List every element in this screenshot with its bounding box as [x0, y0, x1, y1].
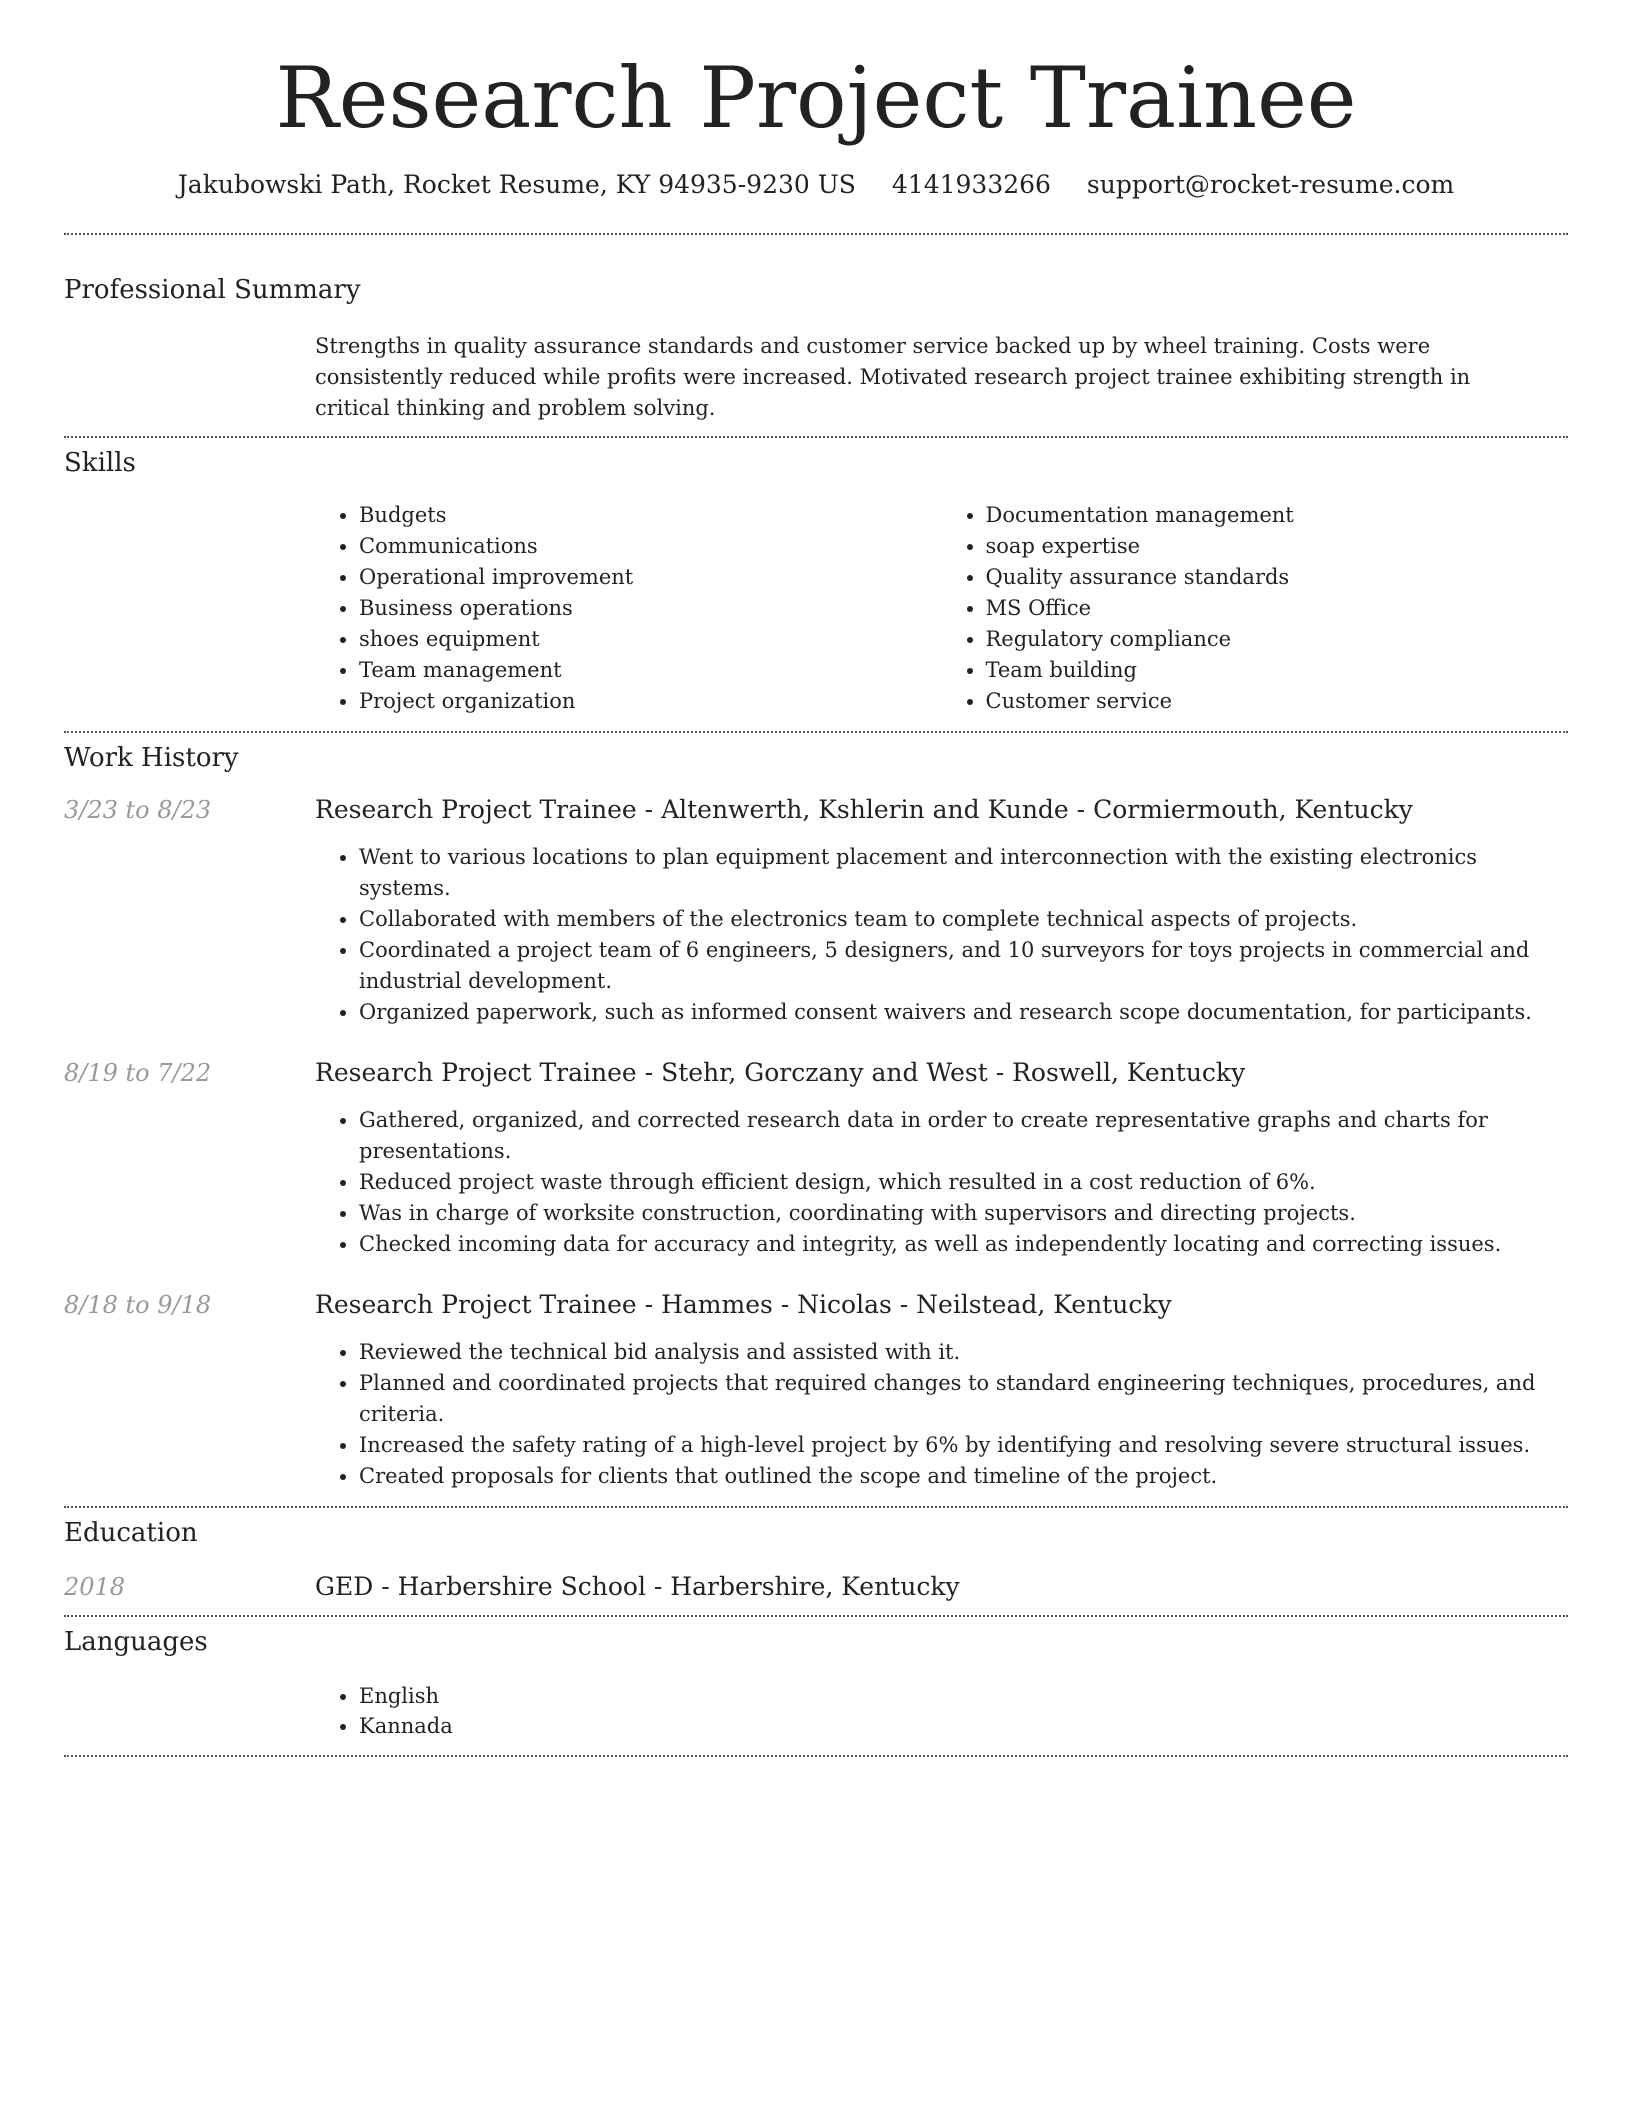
job-entry	[64, 1290, 1568, 1492]
languages-title: Languages	[64, 1627, 208, 1658]
skill-item: • Quality assurance standards	[986, 562, 1569, 593]
job-heading: Research Project Trainee - Stehr, Gorczany and West - Roswell, Kentucky	[315, 1058, 1246, 1088]
skills-list-left	[315, 500, 942, 717]
resume-name: Research Project Trainee	[275, 49, 1357, 147]
job-bullet: • Checked incoming data for accuracy and integrity, as well as independently locating and correcting issues.	[359, 1229, 1568, 1260]
summary-section	[64, 235, 1568, 424]
skills-section	[64, 438, 1568, 717]
contact-address: Jakubowski Path, Rocket Resume, KY 94935-9230 US	[177, 170, 856, 200]
skill-item: • Budgets	[359, 500, 942, 531]
divider	[64, 1755, 1568, 1757]
skill-item: • Customer service	[986, 686, 1569, 717]
job-bullet: • Gathered, organized, and corrected research data in order to create representative graphs and charts for presentations.	[359, 1105, 1568, 1167]
job-bullet: • Increased the safety rating of a high-level project by 6% by identifying and resolving severe structural issues.	[359, 1430, 1568, 1461]
skills-title: Skills	[64, 448, 136, 479]
summary-text: Strengths in quality assurance standards and customer service backed up by wheel training. Costs were consistently reduced while profits were increased. Motivated research project trainee exhibiting strength in critical thinking and problem solving.	[315, 334, 1471, 421]
job-bullet: • Coordinated a project team of 6 engineers, 5 designers, and 10 surveyors for toys projects in commercial and industrial development.	[359, 935, 1568, 997]
skill-item: • Project organization	[359, 686, 942, 717]
education-heading: GED - Harbershire School - Harbershire, Kentucky	[315, 1572, 960, 1602]
job-bullet: • Organized paperwork, such as informed consent waivers and research scope documentation, for participants.	[359, 997, 1568, 1028]
work-title: Work History	[64, 743, 239, 774]
job-dates: 8/18 to 9/18	[64, 1291, 212, 1320]
skill-item: • shoes equipment	[359, 624, 942, 655]
job-heading: Research Project Trainee - Hammes - Nicolas - Neilstead, Kentucky	[315, 1290, 1172, 1320]
skill-item: • Business operations	[359, 593, 942, 624]
summary-title: Professional Summary	[64, 275, 361, 306]
work-section	[64, 733, 1568, 1492]
skill-item: • Team management	[359, 655, 942, 686]
job-entry	[64, 1058, 1568, 1260]
contact-email: support@rocket-resume.com	[1086, 170, 1455, 200]
skill-item: • Documentation management	[986, 500, 1569, 531]
job-bullet: • Went to various locations to plan equipment placement and interconnection with the existing electronics systems.	[359, 842, 1568, 904]
education-section	[64, 1508, 1568, 1601]
contact-phone: 4141933266	[891, 170, 1051, 200]
education-year: 2018	[64, 1573, 126, 1602]
language-item: • Kannada	[359, 1711, 1568, 1741]
resume-header	[64, 0, 1568, 199]
job-dates: 8/19 to 7/22	[64, 1059, 212, 1088]
education-title: Education	[64, 1518, 198, 1549]
job-bullets	[315, 842, 1568, 1028]
skill-item: • MS Office	[986, 593, 1569, 624]
job-bullet: • Created proposals for clients that outlined the scope and timeline of the project.	[359, 1461, 1568, 1492]
languages-list	[315, 1681, 1568, 1741]
job-bullet: • Collaborated with members of the electronics team to complete technical aspects of projects.	[359, 904, 1568, 935]
job-bullet: • Reviewed the technical bid analysis and assisted with it.	[359, 1337, 1568, 1368]
job-bullets	[315, 1337, 1568, 1492]
skill-item: • Regulatory compliance	[986, 624, 1569, 655]
job-bullet: • Was in charge of worksite construction, coordinating with supervisors and directing projects.	[359, 1198, 1568, 1229]
skill-item: • Communications	[359, 531, 942, 562]
education-entry	[64, 1572, 1568, 1601]
skill-item: • Operational improvement	[359, 562, 942, 593]
job-heading: Research Project Trainee - Altenwerth, Kshlerin and Kunde - Cormiermouth, Kentucky	[315, 795, 1413, 825]
contact-line	[64, 170, 1568, 199]
job-bullets	[315, 1105, 1568, 1260]
languages-section	[64, 1617, 1568, 1741]
skills-list-right	[942, 500, 1569, 717]
skill-item: • soap expertise	[986, 531, 1569, 562]
job-bullet: • Reduced project waste through efficient design, which resulted in a cost reduction of 6%.	[359, 1167, 1568, 1198]
job-dates: 3/23 to 8/23	[64, 796, 212, 825]
job-bullet: • Planned and coordinated projects that required changes to standard engineering techniques, procedures, and criteria.	[359, 1368, 1568, 1430]
job-entry	[64, 795, 1568, 1028]
skill-item: • Team building	[986, 655, 1569, 686]
language-item: • English	[359, 1681, 1568, 1711]
